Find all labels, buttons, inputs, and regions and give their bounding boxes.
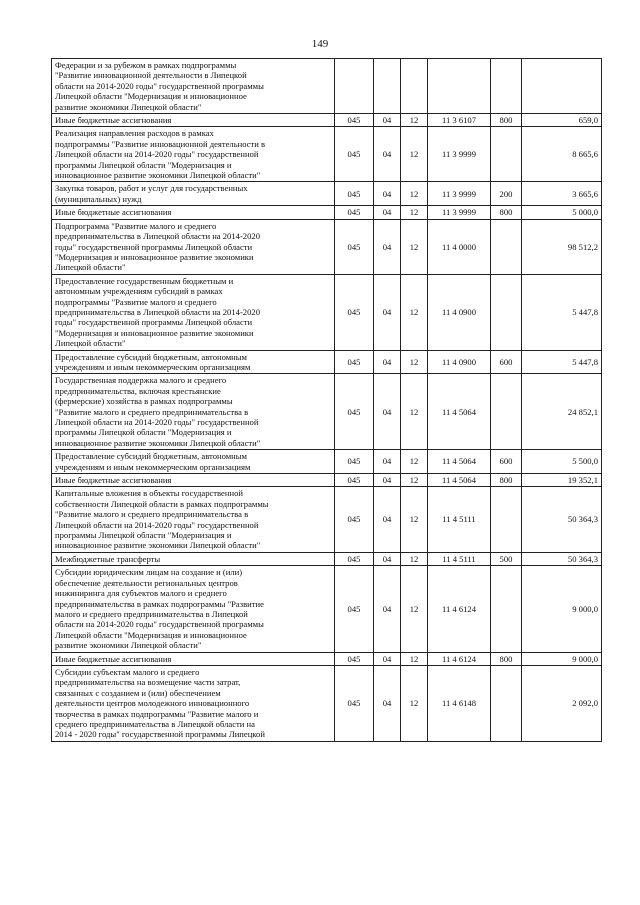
amount-value: 24 852,1 — [522, 374, 602, 450]
ministry-code: 045 — [335, 182, 374, 206]
section-code: 04 — [374, 450, 401, 474]
amount-value: 98 512,2 — [522, 219, 602, 274]
section-code: 04 — [374, 374, 401, 450]
amount-value: 9 000,0 — [522, 566, 602, 652]
section-code: 04 — [374, 274, 401, 350]
table-row — [52, 450, 602, 474]
subsection-code: 12 — [401, 350, 428, 374]
row-description: Федерации и за рубежом в рамках подпрограммы "Развитие инновационной деятельности в Липецкой области на 2014-2020 годы" государственной программы Липецкой области "Модернизация и инновационное развитие экономики Липецкой области" — [52, 59, 335, 114]
expense-type-code: 500 — [491, 552, 522, 565]
ministry-code: 045 — [335, 652, 374, 665]
table-row — [52, 566, 602, 652]
table-row — [52, 350, 602, 374]
table-row — [52, 374, 602, 450]
ministry-code: 045 — [335, 474, 374, 487]
page-number: 149 — [311, 38, 329, 50]
expense-type-code: 800 — [491, 474, 522, 487]
row-description: Реализация направления расходов в рамках подпрограммы "Развитие инновационной деятельности в Липецкой области на 2014-2020 годы" государственной программы Липецкой области "Модернизация и инновационное развитие экономики Липецкой области" — [52, 127, 335, 182]
ministry-code: 045 — [335, 219, 374, 274]
expense-type-code — [491, 374, 522, 450]
table-row — [52, 665, 602, 741]
row-description: Предоставление государственным бюджетным и автономным учреждениям субсидий в рамках подпрограммы "Развитие малого и среднего предпринимательства в Липецкой области на 2014-2020 годы" государственной программы Липецкой области "Модернизация и инновационное развитие экономики Липецкой области" — [52, 274, 335, 350]
subsection-code: 12 — [401, 219, 428, 274]
target-item-code: 11 4 5064 — [428, 474, 491, 487]
expense-type-code — [491, 274, 522, 350]
section-code: 04 — [374, 487, 401, 552]
subsection-code: 12 — [401, 114, 428, 127]
expense-type-code — [491, 127, 522, 182]
expense-type-code — [491, 665, 522, 741]
amount-value: 5 500,0 — [522, 450, 602, 474]
table-row — [52, 652, 602, 665]
table-row — [52, 182, 602, 206]
table-row — [52, 474, 602, 487]
expense-type-code: 800 — [491, 652, 522, 665]
target-item-code: 11 3 9999 — [428, 206, 491, 219]
row-description: Предоставление субсидий бюджетным, автономным учреждениям и иным некоммерческим организациям — [52, 450, 335, 474]
target-item-code: 11 4 0900 — [428, 350, 491, 374]
row-description: Капитальные вложения в объекты государственной собственности Липецкой области в рамках подпрограммы "Развитие малого и среднего предпринимательства в Липецкой области на 2014-2020 годы" государственной программы Липецкой области "Модернизация и инновационное развитие экономики Липецкой области" — [52, 487, 335, 552]
subsection-code: 12 — [401, 552, 428, 565]
row-description: Подпрограмма "Развитие малого и среднего предпринимательства в Липецкой области на 2014-2020 годы" государственной программы Липецкой области "Модернизация и инновационное развитие экономики Липецкой области" — [52, 219, 335, 274]
amount-value: 5 000,0 — [522, 206, 602, 219]
ministry-code: 045 — [335, 206, 374, 219]
section-code: 04 — [374, 652, 401, 665]
ministry-code: 045 — [335, 665, 374, 741]
section-code: 04 — [374, 566, 401, 652]
subsection-code: 12 — [401, 450, 428, 474]
target-item-code: 11 3 6107 — [428, 114, 491, 127]
ministry-code: 045 — [335, 450, 374, 474]
expense-type-code — [491, 59, 522, 114]
target-item-code: 11 4 5064 — [428, 374, 491, 450]
table-row — [52, 114, 602, 127]
section-code — [374, 59, 401, 114]
amount-value: 19 352,1 — [522, 474, 602, 487]
row-description: Иные бюджетные ассигнования — [52, 206, 335, 219]
expense-type-code: 600 — [491, 450, 522, 474]
row-description: Межбюджетные трансферты — [52, 552, 335, 565]
subsection-code: 12 — [401, 206, 428, 219]
amount-value: 2 092,0 — [522, 665, 602, 741]
subsection-code: 12 — [401, 374, 428, 450]
expense-type-code — [491, 566, 522, 652]
subsection-code — [401, 59, 428, 114]
subsection-code: 12 — [401, 474, 428, 487]
expense-type-code: 800 — [491, 206, 522, 219]
amount-value: 5 447,8 — [522, 350, 602, 374]
ministry-code: 045 — [335, 127, 374, 182]
ministry-code: 045 — [335, 114, 374, 127]
ministry-code: 045 — [335, 552, 374, 565]
expense-type-code — [491, 219, 522, 274]
ministry-code: 045 — [335, 566, 374, 652]
table-row — [52, 206, 602, 219]
amount-value — [522, 59, 602, 114]
section-code: 04 — [374, 665, 401, 741]
target-item-code: 11 3 9999 — [428, 127, 491, 182]
target-item-code: 11 4 5064 — [428, 450, 491, 474]
row-description: Иные бюджетные ассигнования — [52, 652, 335, 665]
subsection-code: 12 — [401, 566, 428, 652]
row-description: Субсидии субъектам малого и среднего предпринимательства на возмещение части затрат, связанных с созданием и (или) обеспечением деятельности центров молодежного инновационного творчества в рамках подпрограммы "Развитие малого и среднего предпринимательства в Липецкой области на 2014 - 2020 годы" государственной программы Липецкой — [52, 665, 335, 741]
expense-type-code: 600 — [491, 350, 522, 374]
amount-value: 659,0 — [522, 114, 602, 127]
target-item-code: 11 4 6124 — [428, 652, 491, 665]
expense-type-code: 200 — [491, 182, 522, 206]
table-row — [52, 487, 602, 552]
section-code: 04 — [374, 114, 401, 127]
row-description: Субсидии юридическим лицам на создание и (или) обеспечение деятельности региональных центров инжиниринга для субъектов малого и среднего предпринимательства в рамках подпрограммы "Развитие малого и среднего предпринимательства в Липецкой области на 2014-2020 годы" государственной программы Липецкой области "Модернизация и инновационное развитие экономики Липецкой области" — [52, 566, 335, 652]
ministry-code: 045 — [335, 487, 374, 552]
table-row — [52, 59, 602, 114]
subsection-code: 12 — [401, 274, 428, 350]
expense-type-code: 800 — [491, 114, 522, 127]
subsection-code: 12 — [401, 665, 428, 741]
ministry-code: 045 — [335, 274, 374, 350]
section-code: 04 — [374, 127, 401, 182]
amount-value: 3 665,6 — [522, 182, 602, 206]
target-item-code: 11 4 5111 — [428, 552, 491, 565]
ministry-code — [335, 59, 374, 114]
subsection-code: 12 — [401, 487, 428, 552]
amount-value: 50 364,3 — [522, 552, 602, 565]
target-item-code: 11 4 6124 — [428, 566, 491, 652]
amount-value: 50 364,3 — [522, 487, 602, 552]
ministry-code: 045 — [335, 350, 374, 374]
subsection-code: 12 — [401, 182, 428, 206]
target-item-code: 11 3 9999 — [428, 182, 491, 206]
section-code: 04 — [374, 219, 401, 274]
target-item-code — [428, 59, 491, 114]
table-row — [52, 219, 602, 274]
ministry-code: 045 — [335, 374, 374, 450]
section-code: 04 — [374, 552, 401, 565]
expense-type-code — [491, 487, 522, 552]
subsection-code: 12 — [401, 127, 428, 182]
target-item-code: 11 4 0900 — [428, 274, 491, 350]
row-description: Закупка товаров, работ и услуг для государственных (муниципальных) нужд — [52, 182, 335, 206]
amount-value: 8 665,6 — [522, 127, 602, 182]
section-code: 04 — [374, 474, 401, 487]
amount-value: 9 000,0 — [522, 652, 602, 665]
row-description: Иные бюджетные ассигнования — [52, 474, 335, 487]
section-code: 04 — [374, 182, 401, 206]
budget-table — [51, 58, 602, 742]
table-row — [52, 274, 602, 350]
section-code: 04 — [374, 350, 401, 374]
table-row — [52, 127, 602, 182]
amount-value: 5 447,8 — [522, 274, 602, 350]
subsection-code: 12 — [401, 652, 428, 665]
target-item-code: 11 4 0000 — [428, 219, 491, 274]
target-item-code: 11 4 5111 — [428, 487, 491, 552]
table-row — [52, 552, 602, 565]
row-description: Предоставление субсидий бюджетным, автономным учреждениям и иным некоммерческим организациям — [52, 350, 335, 374]
row-description: Государственная поддержка малого и среднего предпринимательства, включая крестьянские (фермерские) хозяйства в рамках подпрограммы "Развитие малого и среднего предпринимательства в Липецкой области на 2014-2020 годы" государственной программы Липецкой области "Модернизация и инновационное развитие экономики Липецкой области" — [52, 374, 335, 450]
row-description: Иные бюджетные ассигнования — [52, 114, 335, 127]
section-code: 04 — [374, 206, 401, 219]
target-item-code: 11 4 6148 — [428, 665, 491, 741]
